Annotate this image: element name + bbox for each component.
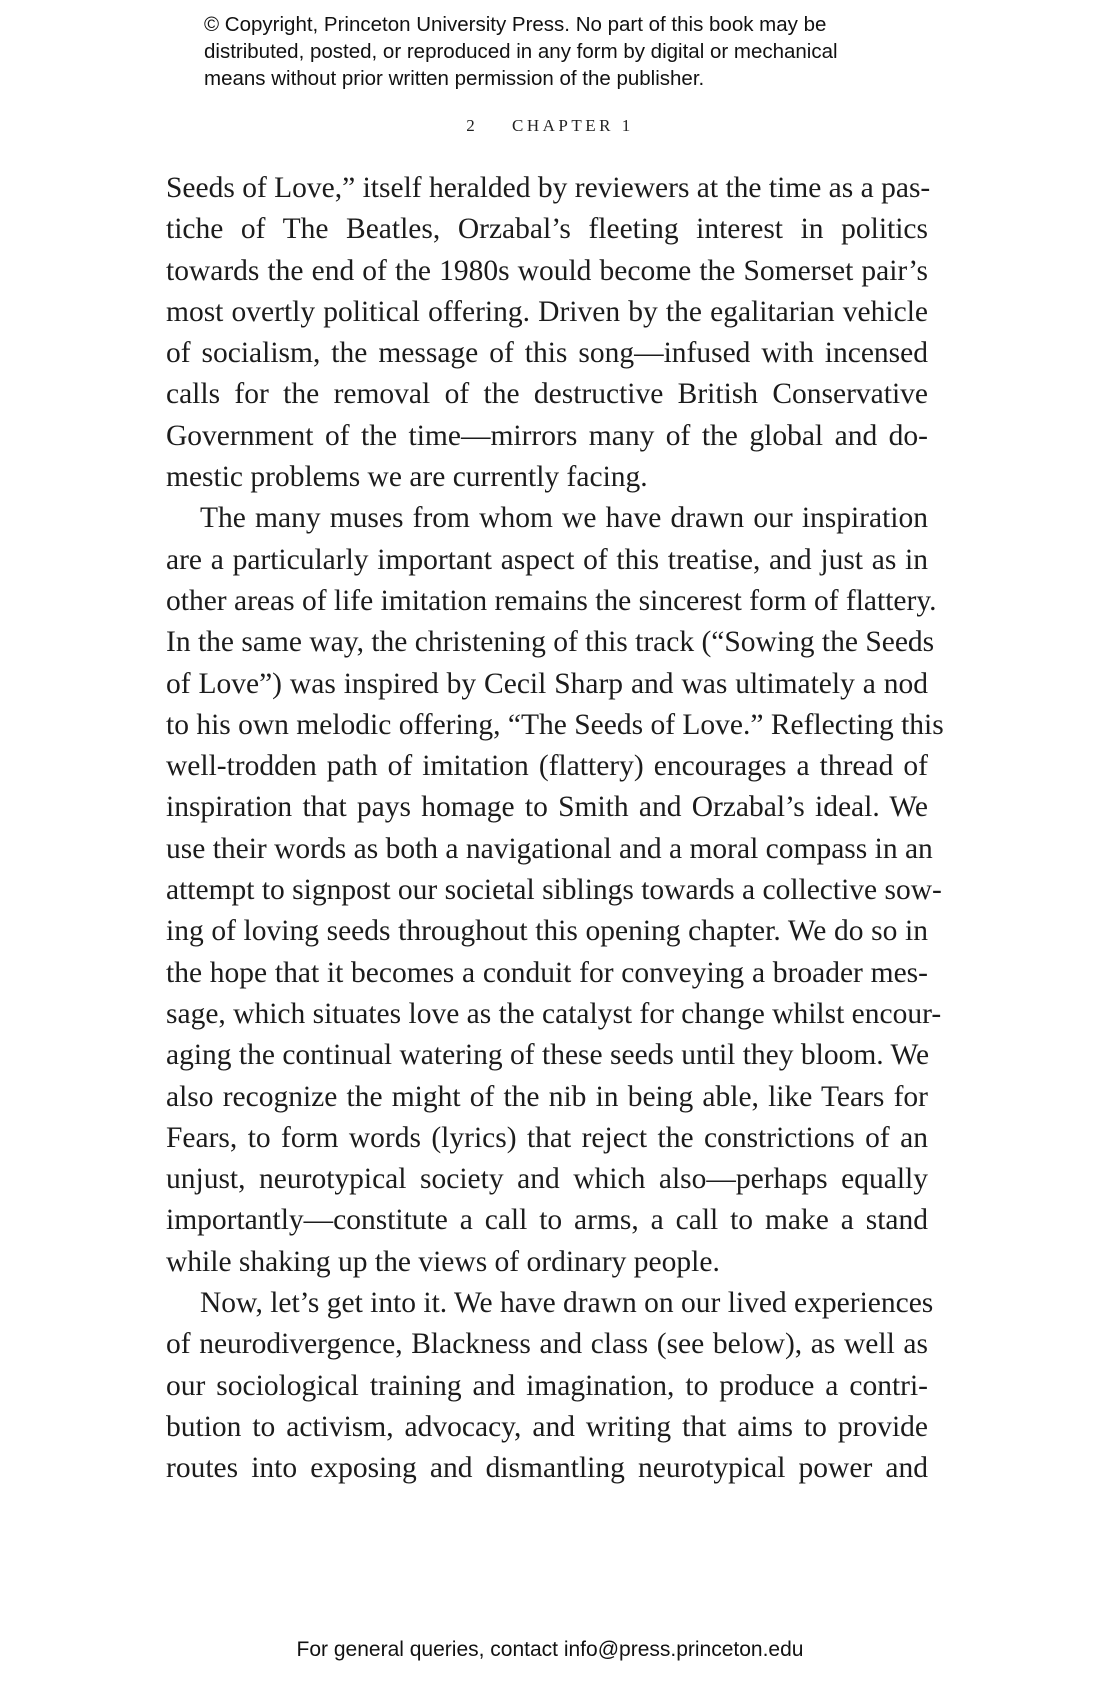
text-line: well-trodden path of imitation (flattery) encourages a thread of [166, 750, 928, 783]
chapter-label: CHAPTER 1 [512, 116, 634, 135]
text-line: tiche of The Beatles, Orzabal’s fleeting interest in politics [166, 213, 928, 246]
text-line: inspiration that pays homage to Smith and Orzabal’s ideal. We [166, 791, 928, 824]
text-line: of neurodivergence, Blackness and class (see below), as well as [166, 1328, 928, 1361]
text-line: to his own melodic offering, “The Seeds of Love.” Reflecting this [166, 708, 944, 741]
text-line: towards the end of the 1980s would become the Somerset pair’s [166, 254, 928, 287]
text-line: unjust, neurotypical society and which also—perhaps equally [166, 1163, 928, 1196]
text-line: of Love”) was inspired by Cecil Sharp and was ultimately a nod [166, 667, 928, 700]
text-line: also recognize the might of the nib in being able, like Tears for [166, 1080, 928, 1113]
text-line: bution to activism, advocacy, and writing that aims to provide [166, 1410, 928, 1443]
text-line: attempt to signpost our societal siblings towards a collective sow- [166, 874, 942, 907]
running-head [0, 116, 1100, 136]
text-line: Now, let’s get into it. We have drawn on our lived experiences [200, 1287, 934, 1320]
paragraph [166, 1283, 934, 1489]
page-number: 2 [466, 116, 479, 135]
paragraph [166, 498, 944, 1283]
text-line: are a particularly important aspect of this treatise, and just as in [166, 543, 928, 576]
text-line: the hope that it becomes a conduit for conveying a broader mes- [166, 956, 928, 989]
copyright-line: means without prior written permission of the publisher. [204, 67, 705, 90]
text-line: routes into exposing and dismantling neurotypical power and [166, 1452, 928, 1485]
copyright-notice [204, 11, 924, 92]
text-line: importantly—constitute a call to arms, a call to make a stand [166, 1204, 928, 1237]
text-line: while shaking up the views of ordinary people. [166, 1245, 720, 1278]
text-line: our sociological training and imagination, to produce a contri- [166, 1369, 928, 1402]
paragraph [166, 168, 931, 498]
text-line: sage, which situates love as the catalyst for change whilst encour- [166, 997, 942, 1030]
text-line: other areas of life imitation remains the sincerest form of flattery. [166, 584, 937, 617]
text-line: calls for the removal of the destructive British Conservative [166, 378, 928, 411]
text-line: aging the continual watering of these seeds until they bloom. We [166, 1039, 930, 1072]
copyright-line: © Copyright, Princeton University Press. No part of this book may be [204, 13, 827, 36]
text-line: use their words as both a navigational and a moral compass in an [166, 832, 933, 865]
text-line: Seeds of Love,” itself heralded by reviewers at the time as a pas- [166, 172, 931, 204]
text-line: mestic problems we are currently facing. [166, 461, 648, 494]
body-text [166, 168, 944, 1490]
text-line: most overtly political offering. Driven by the egalitarian vehicle [166, 295, 928, 328]
text-line: ing of loving seeds throughout this opening chapter. We do so in [166, 915, 928, 948]
text-line: The many muses from whom we have drawn our inspiration [200, 502, 928, 535]
text-line: of socialism, the message of this song—infused with incensed [166, 337, 928, 370]
contact-footer: For general queries, contact info@press.princeton.edu [296, 1638, 804, 1661]
text-line: In the same way, the christening of this track (“Sowing the Seeds [166, 626, 935, 659]
text-line: Government of the time—mirrors many of the global and do- [166, 419, 928, 452]
copyright-line: distributed, posted, or reproduced in any form by digital or mechanical [204, 40, 838, 63]
text-line: Fears, to form words (lyrics) that reject the constrictions of an [166, 1121, 928, 1154]
